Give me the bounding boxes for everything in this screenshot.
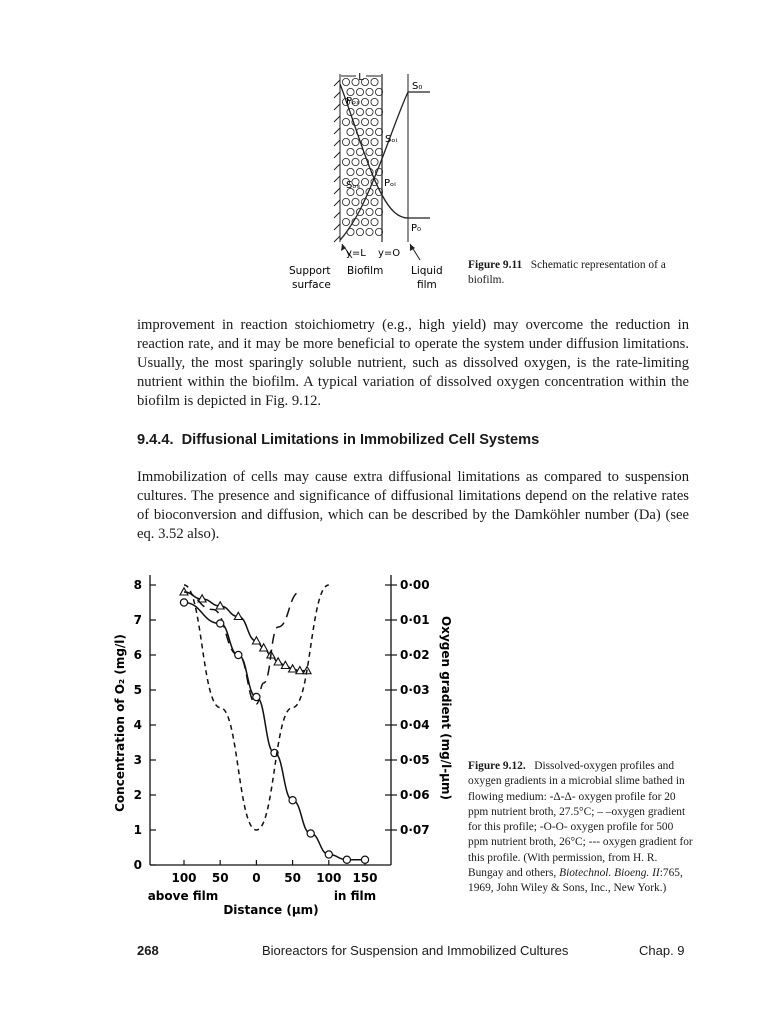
figure-9-11-caption-text: Schematic representation of a biofilm. — [468, 259, 666, 287]
paragraph-1: improvement in reaction stoichiometry (e.g., high yield) may overcome the reduction in reaction rate, and it may be more beneficial to operate the system under diffusion limitations. Usually, the most sparingly soluble nutrient, such as dissolved oxygen, is the rate-limiting nutrient within the biofilm. A typical variation of dissolved oxygen concentration within the biofilm is depicted in Fig. 9.12. — [137, 317, 689, 409]
biofilm-cell — [352, 158, 359, 165]
x-tick-label: 0 — [252, 871, 261, 885]
figure-9-12-caption-text: Dissolved-oxygen profiles and oxygen gradients in a microbial slime bathed in flowing medium: -Δ-Δ- oxygen profile for 20 ppm nutrient broth, 27.5°C; – –oxygen gradient for this profile; -O-O- oxygen profile for 500 ppm nutrient broth, 26°C; --- oxygen gradient for this profile. (With permission, from H. R. Bungay and others, — [468, 760, 693, 880]
label-film: film — [417, 279, 437, 291]
y-axis-label: Concentration of O₂ (mg/l) — [113, 634, 127, 812]
y-tick-label: 7 — [133, 613, 142, 627]
label-L: L — [358, 72, 364, 83]
figure-9-12-chart — [108, 568, 458, 928]
biofilm-cell — [347, 88, 354, 95]
biofilm-cell — [352, 138, 359, 145]
biofilm-cell — [356, 168, 363, 175]
y-tick-label: 1 — [133, 823, 142, 837]
label-Pos: Pₒₛ — [346, 96, 360, 107]
series-point-circle — [180, 599, 187, 606]
series-line-4 — [184, 585, 329, 830]
label-Sos: Sₒₛ — [346, 180, 361, 191]
biofilm-cell — [361, 118, 368, 125]
y2-axis-label: Oxygen gradient (mg/l-μm) — [439, 616, 453, 800]
biofilm-cell — [361, 218, 368, 225]
section-heading: 9.4.4. Diffusional Limitations in Immobilized Cell Systems — [137, 432, 540, 448]
x-tick-label: 50 — [211, 871, 229, 885]
y-tick-label: 3 — [133, 753, 142, 767]
x-tick-label: 50 — [284, 871, 301, 885]
biofilm-cell — [342, 218, 349, 225]
series-line-1 — [184, 592, 307, 671]
y-tick-label: 0 — [133, 858, 142, 872]
figure-9-12-label: Figure 9.12. — [468, 760, 526, 772]
figure-9-11-diagram — [280, 60, 470, 300]
biofilm-cell — [371, 98, 378, 105]
y2-tick-label: 0·02 — [400, 648, 430, 662]
biofilm-cell — [371, 158, 378, 165]
x-tick-label: 100 — [171, 871, 197, 885]
x-tick-label: 150 — [352, 871, 378, 885]
figure-9-11-label: Figure 9.11 — [468, 259, 523, 271]
biofilm-cell — [342, 118, 349, 125]
label-y-equals-L: y=L — [346, 248, 366, 259]
y-tick-label: 4 — [133, 718, 142, 732]
label-So: S₀ — [412, 81, 423, 92]
series-point-circle — [343, 856, 350, 863]
label-Poi: Pₒᵢ — [384, 178, 396, 189]
figure-9-12-caption — [468, 759, 693, 897]
biofilm-cell — [356, 228, 363, 235]
label-Po: P₀ — [411, 223, 422, 234]
biofilm-cell — [347, 208, 354, 215]
y2-tick-label: 0·06 — [400, 788, 430, 802]
y2-tick-label: 0·04 — [400, 718, 430, 732]
biofilm-cell — [366, 228, 373, 235]
biofilm-cell — [342, 78, 349, 85]
support-surface-hatching — [334, 74, 340, 242]
y2-tick-label: 0·00 — [400, 578, 430, 592]
label-biofilm: Biofilm — [347, 265, 384, 277]
label-support: Support — [289, 265, 331, 277]
biofilm-cell — [342, 138, 349, 145]
biofilm-cell — [361, 138, 368, 145]
y2-tick-label: 0·05 — [400, 753, 430, 767]
biofilm-cell — [356, 88, 363, 95]
biofilm-cell — [371, 118, 378, 125]
series-point-circle — [307, 830, 314, 837]
series-point-circle — [361, 856, 368, 863]
label-liquid: Liquid — [411, 265, 443, 277]
y2-tick-label: 0·07 — [400, 823, 430, 837]
running-title: Bioreactors for Suspension and Immobilized Cultures — [262, 943, 569, 958]
biofilm-cell — [366, 148, 373, 155]
y2-tick-label: 0·01 — [400, 613, 430, 627]
biofilm-cell — [366, 208, 373, 215]
biofilm-cell — [347, 128, 354, 135]
label-y-equals-0: y=O — [378, 248, 401, 259]
biofilm-cell — [356, 108, 363, 115]
series-line-3 — [184, 603, 365, 860]
chapter-label: Chap. 9 — [639, 943, 685, 958]
x-tick-label: 100 — [316, 871, 342, 885]
biofilm-cell — [366, 108, 373, 115]
y-tick-label: 2 — [133, 788, 142, 802]
biofilm-cell — [371, 218, 378, 225]
series-line-2 — [184, 592, 300, 704]
biofilm-cell — [371, 198, 378, 205]
page-number: 268 — [137, 943, 159, 958]
biofilm-cell — [371, 138, 378, 145]
series-point-circle — [253, 693, 260, 700]
y-tick-label: 8 — [133, 578, 142, 592]
y-tick-label: 6 — [133, 648, 142, 662]
biofilm-cell — [347, 168, 354, 175]
figure-9-12-caption-end: :765, 1969, John Wiley & Sons, Inc., New York.) — [468, 867, 683, 895]
biofilm-cell — [371, 78, 378, 85]
paragraph-2: Immobilization of cells may cause extra diffusional limitations as compared to suspension cultures. The presence and significance of diffusional limitations depend on the relative rates of bioconversion and diffusion, which can be described by the Damköhler number (Da) (see eq. 3.52 also). — [137, 469, 689, 542]
biofilm-cell — [366, 88, 373, 95]
biofilm-cell — [361, 178, 368, 185]
x-axis-label: Distance (μm) — [223, 903, 319, 917]
biofilm-cell — [347, 148, 354, 155]
biofilm-cell — [352, 198, 359, 205]
series-point-circle — [325, 851, 332, 858]
series-point-circle — [217, 620, 224, 627]
series-point-circle — [235, 651, 242, 658]
label-surface: surface — [292, 279, 331, 291]
figure-9-12-journal: Biotechnol. Bioeng. II — [559, 867, 660, 880]
x-axis-label-right: in film — [333, 889, 377, 903]
biofilm-cell — [342, 198, 349, 205]
label-Soi: Sₒᵢ — [385, 134, 398, 145]
biofilm-cell — [361, 98, 368, 105]
figure-9-11-caption — [468, 258, 693, 289]
y2-tick-label: 0·03 — [400, 683, 430, 697]
biofilm-cell — [342, 158, 349, 165]
series-point-circle — [289, 797, 296, 804]
biofilm-cell — [366, 128, 373, 135]
y-tick-label: 5 — [133, 683, 142, 697]
x-axis-label-left: above film — [147, 889, 219, 903]
